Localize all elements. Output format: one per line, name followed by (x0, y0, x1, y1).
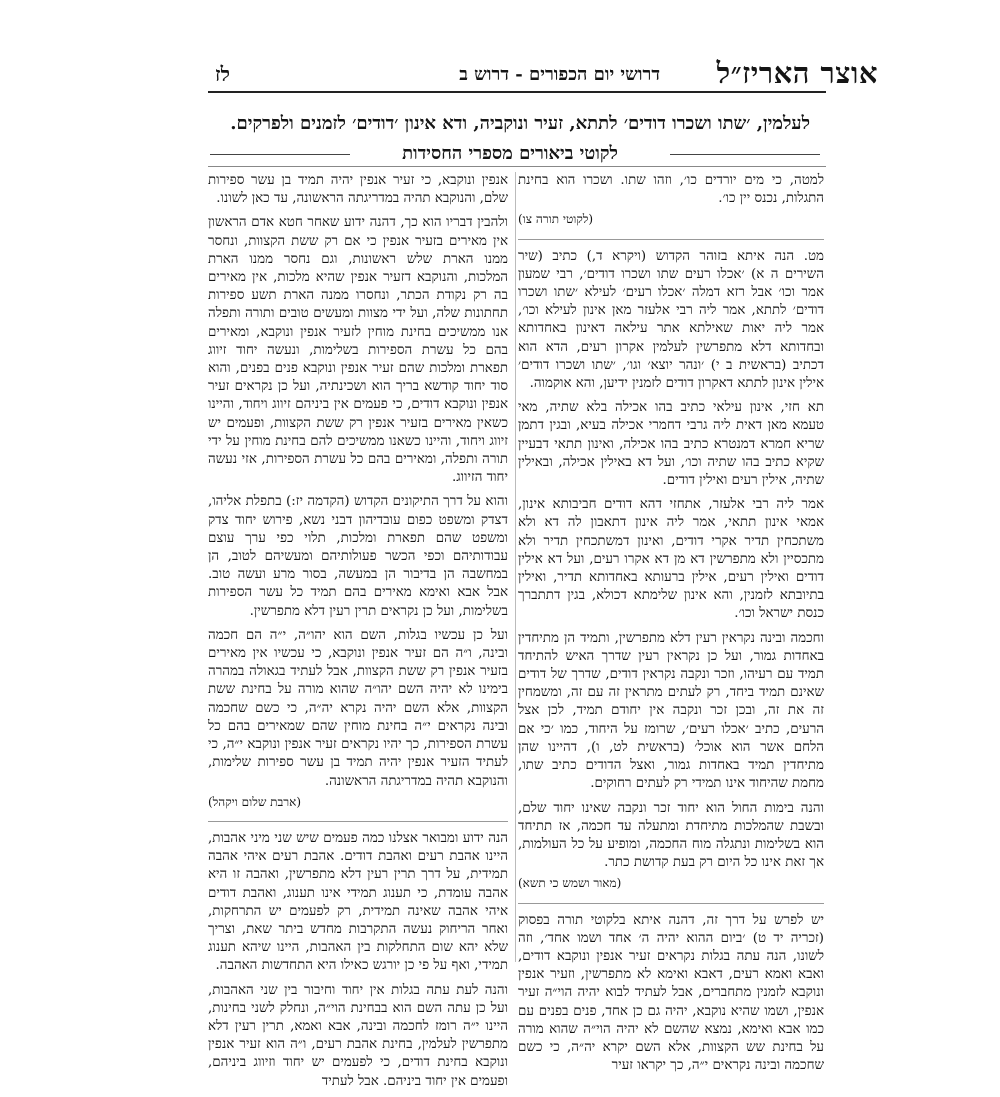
page-number: לז (215, 62, 230, 86)
paragraph: והנה בימות החול הוא יחוד זכר ונקבה שאינו יחוד שלם, ובשבת שהמלכות מתיחדת ומתעלה עד חכמה, אז תתיחד הוא בשלימות ונתגלה מוח החכמה, ומופיע על כל העולמות, אך זאת אינו כל היום רק בעת קדושת כתר. (518, 800, 824, 871)
paragraph: והנה לעת עתה בגלות אין יחוד וחיבור בין שני האהבות, ועל כן עתה השם הוא בבחינת הוי״ה, ונחלק לשני בחינות, היינו י״ה רומז לחכמה ובינה, אבא ואמא, תרין רעין דלא מתפרשין לעלמין, בחינת אהבת רעים, ו״ה הוא זעיר אנפין ונוקבא בחינת דודים, כי לפעמים יש יחוד וזיווג ביניהם, ופעמים אין יחוד ביניהם. אבל לעתיד (208, 982, 508, 1089)
right-text-column (518, 172, 824, 1081)
title-ornament-left (210, 154, 350, 155)
paragraph: תא חזי, אינון עילאי כתיב בהו אכילה בלא שתיה, מאי טעמא מאן דאית ליה גרבי דחמרי אכילה בעיא, ובגין דתמן שריא חמרא דמנטרא כתיב בהו אכילה, ואינון תתאי דבעיין שקיא כתיב בהו שתיה וכו׳, ועל דא באילין אכילה, ובאילין שתיה, אילין רעים ואילין דודים. (518, 400, 824, 489)
paragraph: יש לפרש על דרך זה, דהנה איתא בלקוטי תורה בפסוק (זכריה יד ט) ׳ביום ההוא יהיה ה׳ אחד ושמו אחד׳, וזה לשונו, הנה עתה בגלות נקראים זעיר אנפין ונוקבא דודים, ואבא ואמא רעים, דאבא ואימא לא מתפרשין, וזעיר אנפין ונוקבא לזמנין מתחברים, אבל לעתיד לבוא יהיה הוי״ה זעיר אנפין, ושמו שהיא נוקבא, יהיה גם כן אחד, פנים בפנים עם כמו אבא ואימא, נמצא שהשם לא יהיה הוי״ה שהוא מורה על בחינת שש הקצוות, אלא השם יקרא יה״ה, כי כשם שחכמה ובינה נקראים י״ה, כך יקראו זעיר (518, 903, 824, 1076)
section-title-rule (208, 166, 826, 167)
header-rule (208, 91, 826, 93)
column-divider (515, 172, 516, 962)
paragraph: והוא על דרך התיקונים הקדוש (הקדמה יז:) בתפלת אליהו, דצדק ומשפט כפום עובדיהון דבני נשא, פירוש יחוד צדק ומשפט שהם תפארת ומלכות, תלוי כפי ערך עוצם עבודותיהם וכפי הכשר פעולותיהם ומעשיהם לטוב, הן במחשבה הן בדיבור הן במעשה, בסור מרע ועשה טוב. אבל אבא ואימא מאירים בהם תמיד כל עשר הספירות בשלימות, ועל כן נקראים תרין רעין דלא מתפרשין. (208, 494, 508, 619)
source-citation: (לקוטי תורה צו) (518, 212, 594, 227)
section-subtitle: דרושי יום הכפורים - דרוש ב (459, 64, 660, 85)
paragraph: הנה ידוע ומבואר אצלנו כמה פעמים שיש שני מיני אהבות, היינו אהבת רעים ואהבת דודים. אהבת רעים איהי אהבה תמידית, על דרך תרין רעין דלא מתפרשין, ואהבה זו היא אהבה עומדת, כי תענוג תמידי אינו תענוג, ואהבת דודים איהי אהבה שאינה תמידית, רק לפעמים יש התרחקות, ואחר הריחוק נעשה התקרבות מחדש ביתר שאת, וצריך שלא יהא שום התחלקות בין האהבות, היינו שיהא תענוג תמידי, ואף על פי כן יורגש כאילו היא התחדשות האהבה. (208, 821, 508, 976)
paragraph: מט. הנה איתא בזוהר הקדוש (ויקרא ד,) כתיב (שיר השירים ה א) ׳אכלו רעים שתו ושכרו דודים׳, רבי שמעון אמר וכו׳ אבל רזא דמלה ׳אכלו רעים׳ לעילא ׳שתו ושכרו דודים׳ לתתא, אמר ליה רבי אלעזר מאן אינון לעילא וכו׳, אמר ליה יאות שאילתא אתר עילאה דאינון באחדותא ובחדותא דלא מתפרשין לעלמין אקרון רעים, הדא הוא דכתיב (בראשית ב י) ׳ונהר יוצא׳ וגו׳, ׳שתו ושכרו דודים׳ אילין אינון לתתא דאקרון דודים לזמנין ידיען, והא אוקמוה. (518, 239, 824, 394)
paragraph: אמר ליה רבי אלעזר, אתחזי דהא דודים חביבותא אינון, אמאי אינון תתאי, אמר ליה אינון דתאבון לה דא ולא משתכחין תדיר אקרי דודים, ואינון דמשתכחין תדיר ולא מתכסיין ולא מתפרשין דא מן דא אקרו רעים, ועל דא אילין דודים ואילין רעים, אילין ברעותא באחדותא תדיר, ואילין בתיובתא לזמנין, והא אינון שלימתא דכולא, בגין דתתברך כנסת ישראל וכו׳. (518, 497, 824, 622)
left-text-column (208, 172, 508, 1097)
commentary-section-title: לקוטי ביאורים מספרי החסידות (402, 143, 618, 164)
source-citation: (מאור ושמש כי תשא) (518, 876, 622, 891)
main-text-line: לעלמין, ׳שתו ושכרו דודים׳ לתתא, זעיר ונוקביה, ודא אינון ׳דודים׳ לזמנים ולפרקים. (230, 113, 810, 134)
book-title: אוצר האריז״ל (716, 56, 878, 90)
paragraph: ועל כן עכשיו בגלות, השם הוא יהו״ה, י״ה הם חכמה ובינה, ו״ה הם זעיר אנפין ונוקבא, כי עכשיו אין מאירים בזעיר אנפין רק ששת הקצוות, אבל לעתיד בגאולה במהרה בימינו לא יהיה השם יהו״ה שהוא מורה על בחינת ששת הקצוות, אלא השם יהיה נקרא יה״ה, כי כשם שחכמה ובינה נקראים י״ה בחינת מוחין שהם שמאירים בהם כל עשרת הספירות, כך יהיו נקראים זעיר אנפין ונוקבא י״ה, כי לעתיד הזעיר אנפין יהיה תמיד בן עשר ספירות שלימות, והנוקבא תהיה במדריגתה הראשונה. (208, 627, 508, 789)
title-ornament-right (670, 154, 820, 155)
paragraph: אנפין ונוקבא, כי זעיר אנפין יהיה תמיד בן עשר ספירות שלם, והנוקבא תהיה במדריגתה הראשונה, עד כאן לשונו. (208, 173, 508, 207)
paragraph: וחכמה ובינה נקראין רעין דלא מתפרשין, ותמיד הן מתיחדין באחדות גמור, ועל כן נקראין רעין שדרך האיש להתיחד תמיד עם רעיהו, וזכר ונקבה נקראין דודים, שדרך של דודים שאינם תמיד ביחד, רק לעתים מתראין זה עם זה, ומשמחין זה את זה, ובכן זכר ונקבה אין יחודם תמיד, לכן אצל הרעים, כתיב ׳אכלו רעים׳, שרומז על היחוד, כמו ׳כי אם הלחם אשר הוא אוכל׳ (בראשית לט, ו), דהיינו שהן מתיחדין תמיד באחדות גמור, ואצל הדודים כתיב שתו, מחמת שהיחוד אינו תמידי רק לעתים רחוקים. (518, 630, 824, 792)
paragraph: ולהבין דבריו הוא כך, דהנה ידוע שאחר חטא אדם הראשון אין מאירים בזעיר אנפין כי אם רק ששת הקצוות, ונחסר ממנו הארת שלש ראשונות, וגם נחסר ממנו הארת המלכות, והנוקבא דזעיר אנפין שהיא מלכות, אין מאירים בה רק נקודת הכתר, ונחסרו ממנה הארת תשע ספירות תחתונות שלה, ועל ידי מצוות ומעשים טובים ותורה ותפלה אנו ממשיכים בחינת מוחין לזעיר אנפין ונוקבא, ומאירים בהם כל עשרת הספירות בשלימות, ונעשה יחוד זיווג תפארת ומלכות שהם זעיר אנפין ונוקבא פנים בפנים, והוא סוד יחוד קודשא בריך הוא ושכינתיה, ועל כן נקראים זעיר אנפין ונוקבא דודים, כי פעמים אין ביניהם זיווג ויחוד, והיינו כשאין מאירים בזעיר אנפין רק ששת הקצוות, ופעמים יש זיווג ויחוד, והיינו כשאנו ממשיכים להם בחינת מוחין על ידי תורה ותפלה, ומאירים בהם כל עשרת הספירות, אזי נעשה יחוד הזיווג. (208, 215, 508, 486)
source-citation: (ארבת שלום ויקהל) (208, 794, 302, 809)
paragraph: למטה, כי מים יורדים כו׳, וזהו שתו. ושכרו הוא בחינת התגלות, נכנס יין כו׳. (518, 173, 824, 207)
